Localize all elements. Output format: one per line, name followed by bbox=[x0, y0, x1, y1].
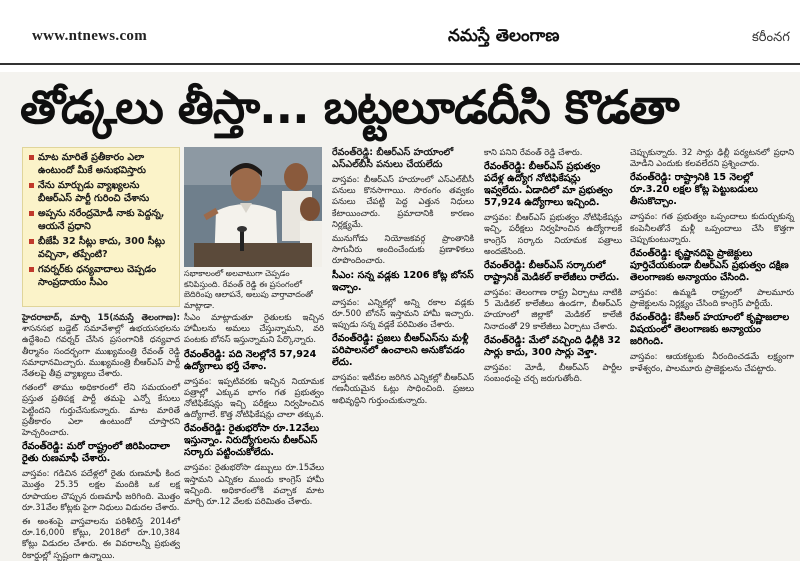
paragraph: గతంలో తాము అధికారంలో లేని సమయంలో ప్రస్తుత ప్రతిపక్ష పార్టీ తమపై ఎన్నో కేసులు పెట్టిందని గుర్తుచేసుకున్నారు. మాట మారితే ప్రతీకారం ఎలా ఉంటుందో చూస్తారని హెచ్చరించారు. bbox=[22, 382, 180, 438]
highlight-item bbox=[29, 180, 173, 205]
subheading: సీఎం: సన్న వడ్లకు 1206 కోట్ల బోనస్ ఇచ్చాం. bbox=[332, 269, 474, 293]
subheading: రేవంత్‌రెడ్డి: రాష్ట్రానికి 15 నెలల్లో రూ.3.20 లక్షల కోట్ల పెట్టుబడులు తీసుకొచ్చాం. bbox=[630, 172, 758, 208]
highlight-text: అప్పను నరేంద్రమోడీ నాకు పెద్దన్న, ఆయనే ప్రధాని bbox=[38, 208, 165, 232]
paragraph: ఈ అంశంపై వాస్తవాలను పరిశీలిస్తే 2014లో రూ.16,000 కోట్లు, 2018లో రూ.10,384 కోట్లు విడుదల చేశారు. ఈ వివరాలన్నీ ప్రభుత్వ రికార్డుల్లో స్పష్టంగా ఉన్నాయి. bbox=[22, 516, 180, 560]
paragraph: వాస్తవం: గడిచిన పదేళ్లలో రైతు రుణమాఫీ కింద మొత్తం 25.35 లక్షల మందికి ఒక లక్ష రూపాయల చొప్పున రుణమాఫీ జరిగింది. మొత్తం రూ.31వేల కోట్లకు పైగా నిధులు విడుదల చేశారు. bbox=[22, 468, 180, 512]
paragraph: వాస్తవం: ఇటీవల జరిగిన ఎన్నికల్లో బీఆర్ఎస్ గణనీయమైన ఓట్లు సాధించింది. ప్రజలు అభివృద్ధిని గుర్తుంచుకున్నారు. bbox=[332, 372, 474, 405]
bullet-icon bbox=[29, 211, 34, 216]
paragraph: వాస్తవం: ఉమ్మడి రాష్ట్రంలో పాలమూరు ప్రాజెక్టులను నిర్లక్ష్యం చేసింది కాంగ్రెస్ పార్టీయే. bbox=[630, 287, 794, 309]
edition-city: కరీంనగ bbox=[752, 30, 790, 45]
article-column-1 bbox=[22, 312, 180, 560]
bullet-icon bbox=[29, 155, 34, 160]
paragraph: వాస్తవం: ఆయకట్టుకు నీరందించడమే లక్ష్యంగా కాళేశ్వరం, పాలమూరు ప్రాజెక్టులను చేపట్టారు. bbox=[630, 351, 794, 373]
highlight-text: గవర్నర్‌కు ధన్యవాదాలు చెప్పడం సాంప్రదాయం సీఎం bbox=[38, 264, 157, 288]
article-column-5 bbox=[630, 147, 794, 549]
highlight-text: మాట మారితే ప్రతీకారం ఎలా ఉంటుందో మీకే అనుభవిస్తారు bbox=[38, 152, 146, 176]
article-column-2 bbox=[184, 312, 324, 549]
speaker-photo bbox=[184, 147, 322, 267]
paragraph: వాస్తవం: రైతుభరోసా డబ్బులు రూ.15వేలు ఇస్తామని ఎన్నికల ముందు కాంగ్రెస్ హామీ ఇచ్చింది. అధికారంలోకి వచ్చాక మాట మార్చి రూ.12 వేలకు పరిమితం చేశారు. bbox=[184, 462, 324, 507]
article-column-3 bbox=[332, 147, 474, 549]
newspaper-masthead: నమస్తే తెలంగాణ bbox=[448, 26, 560, 46]
paragraph: సీఎం మాట్లాడుతూ రైతులకు ఇచ్చిన హామీలను అమలు చేస్తున్నామని, వరి పంటకు బోనస్ ఇస్తున్నామని పేర్కొన్నారు. bbox=[184, 312, 324, 345]
highlight-text: నేను మార్చుడు వ్యాఖ్యలను బీఆర్ఎస్ పార్టీ గురించి చేశాను bbox=[38, 180, 150, 204]
paragraph: శాసనసభ బడ్జెట్ సమావేశాల్లో ఉభయసభలను ఉద్దేశించి గవర్నర్ చేసిన ప్రసంగానికి ధన్యవాద తీర్మానం సందర్భంగా ముఖ్యమంత్రి రేవంత్ రెడ్డి సమాధానమిచ్చారు. ముఖ్యమంత్రి బీఆర్ఎస్ పార్టీ నేతలపై తీవ్ర వ్యాఖ్యలు చేశారు. bbox=[22, 323, 180, 379]
subheading: రేవంత్‌రెడ్డి: రైతుభరోసా రూ.12వేలు ఇస్తున్నాం. నిరుద్యోగులను బీఆర్ఎస్ సర్కారు పట్టించుకోలేదు. bbox=[184, 423, 320, 459]
subheading: రేవంత్‌రెడ్డి: కృష్ణానదిపై ప్రాజెక్టులు పూర్తిచేయకుండా బీఆర్ఎస్ ప్రభుత్వం దక్షిణ తెలంగాణకు అన్యాయం చేసింది. bbox=[630, 248, 789, 284]
highlight-item bbox=[29, 264, 173, 289]
website-url: www.ntnews.com bbox=[32, 28, 148, 44]
paragraph: వాస్తవం: బీఆర్ఎస్ ప్రభుత్వం నోటిఫికేషన్లు ఇచ్చి, పరీక్షలు నిర్వహించిన ఉద్యోగాలకే కాంగ్రెస్ సర్కారు నియామక పత్రాలు అందజేసింది. bbox=[484, 212, 622, 256]
bullet-icon bbox=[29, 239, 34, 244]
subheading: రేవంత్‌రెడ్డి: మేలో వచ్చింది ఢిల్లీకి 32 సార్లు కాదు, 300 సార్లు వెళ్తా. bbox=[484, 334, 621, 358]
paragraph: వాస్తవం: తెలంగాణ రాష్ట్ర ఏర్పాటు నాటికి 5 మెడికల్ కాలేజీలు ఉండగా, బీఆర్ఎస్ హయాంలో జిల్లాకో మెడికల్ కాలేజీ నినాదంతో 29 కాలేజీలు ఏర్పాటు చేశారు. bbox=[484, 287, 622, 331]
section-heading: రేవంత్‌రెడ్డి: బీఆర్ఎస్ హయాంలో ఎస్ఎల్‌బీసీ పనులు చేయలేదు bbox=[332, 147, 454, 170]
highlight-item bbox=[29, 152, 173, 177]
article-column-4 bbox=[484, 147, 622, 549]
highlight-item bbox=[29, 236, 173, 261]
subheading: రేవంత్‌రెడ్డి: పది నెలల్లోనే 57,924 ఉద్యోగాలు భర్తీ చేశాం. bbox=[184, 348, 317, 372]
subheading: రేవంత్‌రెడ్డి: కేసీఆర్ హయాంలో కృష్ణాజలాల విషయంలో తెలంగాణకు అన్యాయం జరిగింది. bbox=[630, 312, 790, 348]
bullet-icon bbox=[29, 267, 34, 272]
paragraph: వాస్తవం: బీఆర్ఎస్ హయాంలో ఎస్ఎల్‌బీసీ పనులు కొనసాగాయి. సొరంగం తవ్వకం పనులు చేపట్టి పెద్ద ఎత్తున నిధులు కేటాయించారు. ప్రమాదానికి కారణం నిర్లక్ష్యమే. bbox=[332, 174, 474, 229]
main-headline: తోడ్కలు తీస్తా... బట్టలూడదీసి కొడతా bbox=[20, 80, 679, 134]
highlights-box bbox=[22, 147, 180, 307]
paragraph: కాని పనిని రేవంత్ రెడ్డి చేశారు. bbox=[484, 147, 583, 157]
highlight-item bbox=[29, 208, 173, 233]
subheading: రేవంత్‌రెడ్డి: మరో రాష్ట్రంలో జిరిపిందాలా రైతు రుణమాఫీ చేశారు. bbox=[22, 441, 170, 465]
paragraph: వాస్తవం: మోడీ, బీఆర్ఎస్ పార్టీల సంబంధంపై చర్చ జరుగుతోంది. bbox=[484, 361, 622, 384]
paragraph: వాస్తవం: ఇప్పటివరకు ఇచ్చిన నియామక పత్రాల్లో ఎక్కువ భాగం గత ప్రభుత్వం నోటిఫికేషన్లు ఇచ్చి పరీక్షలు నిర్వహించిన ఉద్యోగాలే. కొత్త నోటిఫికేషన్లు చాలా తక్కువ. bbox=[184, 375, 324, 420]
paragraph: వాస్తవం: గత ప్రభుత్వం ఒప్పందాలు కుదుర్చుకున్న కంపెనీలతోనే మళ్లీ ఒప్పందాలు చేసి కొత్తగా చెప్పుకుంటున్నారు. bbox=[630, 211, 794, 244]
photo-caption: సభాకాలంలో అలవాటుగా చెప్పడం కనిపిస్తుంది. రేవంత్ రెడ్డి ఈ ప్రసంగంలో బెదిరింపు ఆలాపనే, అలుపు వార్తావాదంతో మాట్లాడా. bbox=[184, 269, 313, 310]
paragraph: మునుగోడు నియోజకవర్గ ప్రాంతానికి సాగునీరు అందించేందుకు ప్రణాళికలు రూపొందించారు. bbox=[332, 233, 474, 266]
highlight-text: బీజేపీ 32 సీట్లు కాదు, 300 సీట్లు వచ్చినా, తప్పేంటి? bbox=[38, 236, 166, 260]
header-rule bbox=[0, 63, 800, 65]
top-bar bbox=[0, 0, 800, 72]
subheading: రేవంత్‌రెడ్డి: ప్రజలు బీఆర్ఎస్‌ను మళ్లీ పరిపాలనలో ఉంచాలని అనుకోవడం లేదు. bbox=[332, 333, 469, 369]
subheading: రేవంత్‌రెడ్డి: బీఆర్ఎస్ సర్కారులో రాష్ట్రానికి మెడికల్ కాలేజీలు రాలేదు. bbox=[484, 260, 620, 284]
bullet-icon bbox=[29, 183, 34, 188]
speaker-photo-illustration bbox=[184, 147, 322, 267]
dateline: హైదరాబాద్, మార్చి 15(నమస్తే తెలంగాణ): bbox=[22, 312, 180, 322]
paragraph: చెప్పుకున్నారు. 32 సార్లు ఢిల్లీ పర్యటనలో ప్రధాని మోడీని ఎందుకు కలవలేదని ప్రశ్నించారు. bbox=[630, 147, 794, 169]
paragraph: వాస్తవం: ఎన్నికల్లో అన్ని రకాల వడ్లకు రూ.500 బోనస్ ఇస్తామని హామీ ఇచ్చారు. ఇప్పుడు సన్న వడ్లకే పరిమితం చేశారు. bbox=[332, 296, 474, 330]
subheading: రేవంత్‌రెడ్డి: బీఆర్ఎస్ ప్రభుత్వం పదేళ్ల ఉద్యోగ నోటిఫికేషన్లు ఇవ్వలేదు. ఏడాదిలో మా ప్రభుత్వం 57,924 ఉద్యోగాలు ఇచ్చింది. bbox=[484, 161, 613, 209]
